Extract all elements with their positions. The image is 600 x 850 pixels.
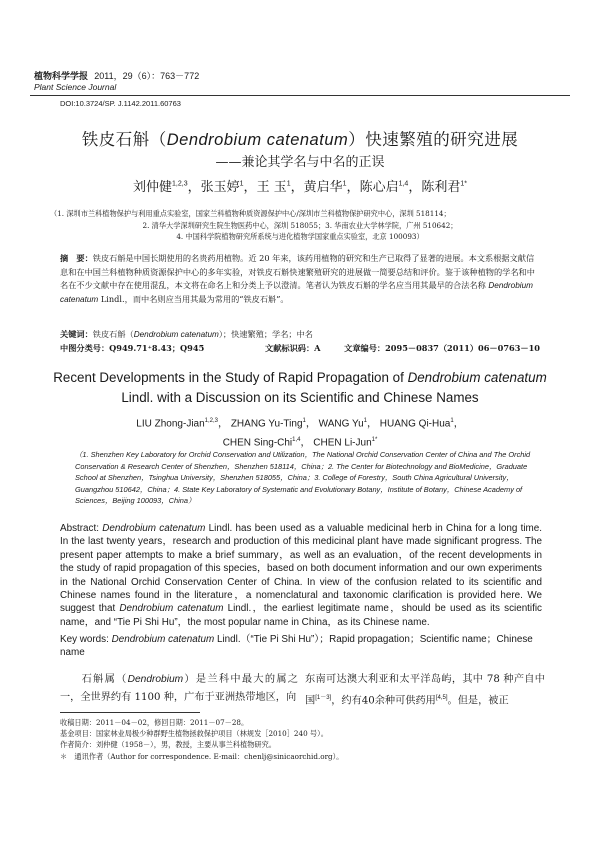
author-en: LIU Zhong-Jian <box>136 418 205 430</box>
abstract-en-latin: Dendrobium catenatum <box>119 603 224 615</box>
title-en-after: Lindl. with a Discussion on its Scientific and Chinese Names <box>121 390 479 405</box>
abstract-en-label: Abstract: <box>60 523 103 534</box>
abstract-en-latin: Dendrobium catenatum <box>102 523 206 534</box>
classification-row <box>60 343 540 357</box>
author-cn-sup: 1 <box>239 180 244 188</box>
author-cn: 陈利君 <box>421 180 461 195</box>
affiliation-line: 4. 中国科学院植物研究所系统与进化植物学国家重点实验室，北京 100093） <box>176 232 424 241</box>
author-cn: 刘仲健 <box>133 180 173 195</box>
keywords-cn-before: 铁皮石斛（ <box>92 329 134 339</box>
author-en: CHEN Sing-Chi <box>222 437 293 449</box>
title-en-before: Recent Developments in the Study of Rapid Propagation of <box>53 370 408 385</box>
author-cn: 张玉婷 <box>200 180 240 195</box>
keywords-en <box>60 633 542 660</box>
authors-en: LIU Zhong-Jian$^{1,2,3}$， ZHANG Yu-Ting$^1$， WANG Yu$^1$， HUANG Qi-Hua$^1$， CHEN Sing-Chi$^{1,4}$， CHEN Li-Jun$^{1*}$ <box>136 418 464 449</box>
body-right-text: 东南可达澳大利亚和太平洋岛屿，其中 78 种产自中国 <box>305 674 545 707</box>
authors-cn: 刘仲健$^{1,2,3}$，张玉婷$^1$，王 玉$^1$，黄启华$^1$，陈心启$^{1,4}$，陈利君$^{1*}$ <box>133 180 467 195</box>
article-number: 文章编号：2095－0837（2011）06－0763－10 <box>344 343 540 353</box>
keywords-cn-after: ）；快速繁殖；学名；中名 <box>218 329 313 339</box>
author-en-sup: 1,4 <box>292 437 301 444</box>
abstract-cn <box>60 252 540 306</box>
title-cn-before: 铁皮石斛（ <box>81 130 167 149</box>
keywords-en-latin: Dendrobium catenatum <box>111 634 215 645</box>
journal-name-cn: 植物科学学报 <box>34 72 89 82</box>
author-en-sup: 1 <box>363 418 367 424</box>
author-cn: 王 玉 <box>256 180 287 195</box>
document-code: 文献标识码：A <box>265 343 321 353</box>
journal-issue: 2011，29（6）：763－772 <box>94 71 200 81</box>
author-en-sup: 1 <box>302 418 306 424</box>
header-rule <box>30 95 570 96</box>
title-cn-latin: Dendrobium catenatum <box>166 131 349 149</box>
author-en: ZHANG Yu-Ting <box>230 418 303 430</box>
footnote-funding: 基金项目：国家林业局极少种群野生植物拯救保护项目（林规发［2010］240 号）。 <box>60 729 328 739</box>
author-en-sup: 1 <box>450 418 454 424</box>
body-column-right <box>305 671 545 710</box>
author-en-sup: 1* <box>371 437 378 444</box>
abstract-en-text-end: Lindl.，the earliest legitimate name，should be used as its scientific name，and “Tie Pi Shi Hu”，the most popular name in China，as its Chinese name. <box>60 603 542 628</box>
title-en-latin: Dendrobium catenatum <box>407 370 547 385</box>
author-cn-sup: 1,4 <box>398 180 409 188</box>
clc-number: 中图分类号：Q949.71⁺8.43；Q945 <box>60 343 205 353</box>
body-right-text: ，约有40余种可供药用 <box>331 695 436 707</box>
subtitle-cn: ——兼论其学名与中名的正误 <box>215 155 385 170</box>
journal-header <box>34 69 199 82</box>
author-cn-sup: 1,2,3 <box>172 180 188 188</box>
author-en: HUANG Qi-Hua <box>379 418 451 430</box>
abstract-cn-latin: Dendrobium catenatum <box>60 281 533 304</box>
abstract-cn-text-end: Lindl.，而中名则应当用其最为常用的“铁皮石斛”。 <box>98 293 289 304</box>
title-en <box>40 368 560 408</box>
author-en-sup: 1,2,3 <box>204 418 219 424</box>
body-column-left <box>60 671 298 707</box>
author-en: CHEN Li-Jun <box>313 437 372 449</box>
doi: DOI:10.3724/SP. J.1142.2011.60763 <box>60 99 181 108</box>
abstract-cn-text: 铁皮石斛是中国长期使用的名贵药用植物。近 20 年来，该药用植物的研究和生产已取得了显著的进展。本文系根据文献信息和在中国兰科植物种质资源保护中心的多年实验，对铁皮石斛快速繁殖研究的进展做一简要总结和评价。鉴于该种植物的学名和中名在不少文献中存在使用混乱，本文将在命名上和分类上予以澄清。笔者认为铁皮石斛的学名应当用其最早的合法名称 <box>60 253 535 290</box>
footnote-author-bio: 作者简介：刘仲健（1958－），男，教授，主要从事兰科植物研究。 <box>60 740 276 750</box>
keywords-cn <box>60 329 540 340</box>
keywords-en-text: Lindl.（“Tie Pi Shi Hu”）；Rapid propagation；Scientific name；Chinese name <box>60 634 533 659</box>
keywords-en-label: Key words: <box>60 634 112 645</box>
title-cn <box>0 126 600 150</box>
body-left-before: 石斛属（ <box>80 674 128 685</box>
author-cn-sup: 1* <box>460 180 467 188</box>
footnotes <box>60 717 540 762</box>
affiliation-line: 2. 清华大学深圳研究生院生物医药中心，深圳 518055；3. 华南农业大学林学院，广州 510642； <box>142 220 458 230</box>
author-en: WANG Yu <box>318 418 364 430</box>
footnote-rule <box>60 712 200 713</box>
title-cn-after: ）快速繁殖的研究进展 <box>348 130 519 149</box>
abstract-en <box>60 522 542 629</box>
citation-ref: [1－3] <box>315 695 332 701</box>
body-right-text-end: 。但是，被正 <box>447 695 509 707</box>
affiliations-en: （1. Shenzhen Key Laboratory for Orchid Conservation and Utilization，The National Orchid Conservation Center of China and The Orchid Conservation & Research Center of Shenzhen，Shenzhen 518114，China；2. The Center for Biotechnology and BioMedicine，Graduate School at Shenzhen，Tsinghua University，Shenzhen 518055，China；3. College of Forestry，South China Agricultural University，Guangzhou 510642，China；4. State Key Laboratory of Systematic and Evolutionary Botany，Institute of Botany，Chinese Academy of Sciences，Beijing 100093，China） <box>75 450 531 506</box>
author-cn: 黄启华 <box>303 180 343 195</box>
keywords-cn-latin: Dendrobium catenatum <box>133 330 219 339</box>
abstract-en-text: Lindl. has been used as a valuable medicinal herb in China for a long time. In the last twenty years，research and production of this medicinal plant have made significant progress. The present paper attempts to make a brief summary，as well as an evaluation，of the recent developments in the study of rapid propagation of this species，based on both document information and our own experiments in the National Orchid Conservation Center of China. In view of the confusion related to its scientific and Chinese names found in the literature，a nomenclatural and taxonomic clarification is provided here. We suggest that <box>60 523 542 615</box>
author-cn-sup: 1 <box>286 180 291 188</box>
footnote-correspondence: ＊ 通讯作者（Author for correspondence. E-mail：chenlj@sinicaorchid.org）。 <box>60 751 344 761</box>
body-left-after: ）是兰科中最大的属之一，全世界约有 1100 种，广布于亚洲热带地区，向 <box>60 674 298 703</box>
journal-name-en: Plant Science Journal <box>34 82 117 92</box>
affiliations-cn <box>50 208 550 243</box>
body-left-latin: Dendrobium <box>127 674 184 685</box>
author-cn: 陈心启 <box>359 180 399 195</box>
author-cn-sup: 1 <box>342 180 347 188</box>
affiliation-line: （1. 深圳市兰科植物保护与利用重点实验室，国家兰科植物种质资源保护中心/深圳市兰科植物保护研究中心，深圳 518114； <box>50 209 451 218</box>
footnote-received: 收稿日期：2011－04－02，修回日期：2011－07－28。 <box>60 718 249 727</box>
keywords-cn-label: 关键词： <box>60 329 93 339</box>
abstract-cn-label: 摘 要： <box>60 253 93 263</box>
citation-ref: [4,5] <box>435 695 448 701</box>
